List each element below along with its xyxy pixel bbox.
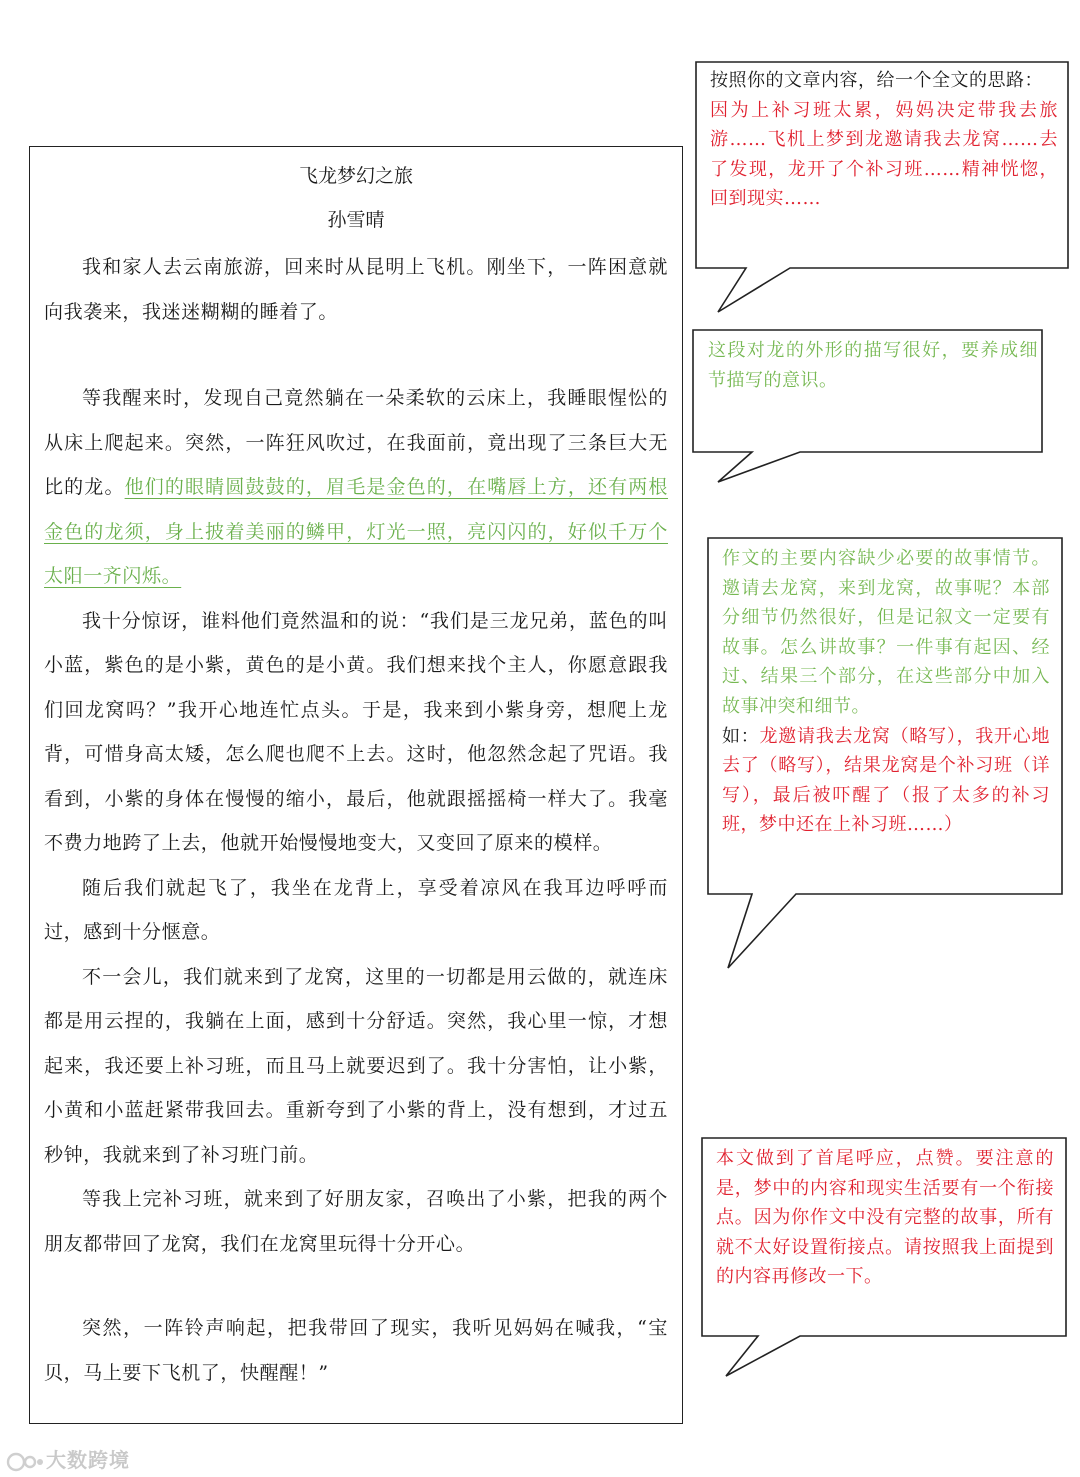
paragraph-gap bbox=[44, 334, 668, 376]
essay-paragraph-1: 我和家人去云南旅游，回来时从昆明上飞机。刚坐下，一阵困意就向我袭来，我迷迷糊糊的睡着了。 bbox=[44, 256, 668, 323]
comment-3-example: 龙邀请我去龙窝（略写），我开心地去了（略写），结果龙窝是个补习班（详写），最后被吓醒了（报了太多的补习班，梦中还在上补习班……） bbox=[722, 725, 1051, 836]
essay-paragraph-4: 随后我们就起飞了，我坐在龙背上，享受着凉风在我耳边呼呼而过，感到十分惬意。 bbox=[44, 876, 668, 943]
comment-4-text: 本文做到了首尾呼应，点赞。要注意的是，梦中的内容和现实生活要有一个衔接点。因为你作文中没有完整的故事，所有就不太好设置衔接点。请按照我上面提到的内容再修改一下。 bbox=[716, 1148, 1054, 1288]
comment-callout-4 bbox=[700, 1136, 1070, 1382]
highlighted-description: 他们的眼睛圆鼓鼓的，眉毛是金色的，在嘴唇上方，还有两根金色的龙须，身上披着美丽的鳞甲，灯光一照，亮闪闪的，好似千万个太阳一齐闪烁。 bbox=[44, 476, 669, 587]
essay-paragraph-5: 不一会儿，我们就来到了龙窝，这里的一切都是用云做的，就连床都是用云捏的，我躺在上面，感到十分舒适。突然，我心里一惊，才想起来，我还要上补习班，而且马上就要迟到了。我十分害怕，让小紫，小黄和小蓝赶紧带我回去。重新夸到了小紫的背上，没有想到，才过五秒钟，我就来到了补习班门前。 bbox=[44, 965, 668, 1166]
comment-callout-1 bbox=[690, 60, 1070, 320]
essay-paragraph-3: 我十分惊讶，谁料他们竟然温和的说：“我们是三龙兄弟，蓝色的叫小蓝，紫色的是小紫，黄色的是小黄。我们想来找个主人，你愿意跟我们回龙窝吗？”我开心地连忙点头。于是，我来到小紫身旁，想爬上龙背，可惜身高太矮，怎么爬也爬不上去。这时，他忽然念起了咒语。我看到，小紫的身体在慢慢的缩小，最后，他就跟摇摇椅一样大了。我毫不费力地跨了上去，他就开始慢慢地变大，又变回了原来的模样。 bbox=[44, 609, 668, 854]
comment-3-example-prefix: 如： bbox=[722, 725, 760, 747]
comment-3-body: 作文的主要内容缺少必要的故事情节。邀请去龙窝，来到龙窝，故事呢？本部分细节仍然很好，但是记叙文一定要有故事。怎么讲故事？一件事有起因、经过、结果三个部分，在这些部分中加入故事冲突和细节。 bbox=[722, 548, 1050, 717]
comment-callout-3 bbox=[706, 536, 1066, 976]
essay-paragraph-2 bbox=[44, 376, 668, 599]
essay-paragraph-6: 等我上完补习班，就来到了好朋友家，召唤出了小紫，把我的两个朋友都带回了龙窝，我们在龙窝里玩得十分开心。 bbox=[44, 1188, 668, 1255]
watermark-text: 大数跨境 bbox=[46, 1448, 130, 1472]
watermark bbox=[6, 1444, 130, 1474]
comment-callout-2 bbox=[690, 328, 1050, 488]
essay-title: 飞龙梦幻之旅 bbox=[298, 165, 413, 187]
essay-paragraph-7: 突然，一阵铃声响起，把我带回了现实，我听见妈妈在喊我，“宝贝，马上要下飞机了，快醒醒！” bbox=[44, 1317, 668, 1384]
paragraph-gap bbox=[44, 1266, 668, 1306]
comment-2-text: 这段对龙的外形的描写很好，要养成细节描写的意识。 bbox=[708, 340, 1038, 391]
comment-1-body: 因为上补习班太累，妈妈决定带我去旅游……飞机上梦到龙邀请我去龙窝……去了发现，龙开了个补习班……精神恍惚，回到现实…… bbox=[710, 99, 1058, 210]
watermark-logo-icon bbox=[6, 1450, 46, 1474]
essay-box bbox=[29, 146, 683, 1424]
comment-1-intro: 按照你的文章内容，给一个全文的思路： bbox=[710, 70, 1043, 91]
essay-paragraph-2-text: 等我醒来时，发现自己竟然躺在一朵柔软的云床上，我睡眼惺忪的从床上爬起来。突然，一阵狂风吹过，在我面前，竟出现了三条巨大无比的龙。 bbox=[44, 387, 668, 498]
essay-author: 孙雪晴 bbox=[327, 209, 385, 231]
